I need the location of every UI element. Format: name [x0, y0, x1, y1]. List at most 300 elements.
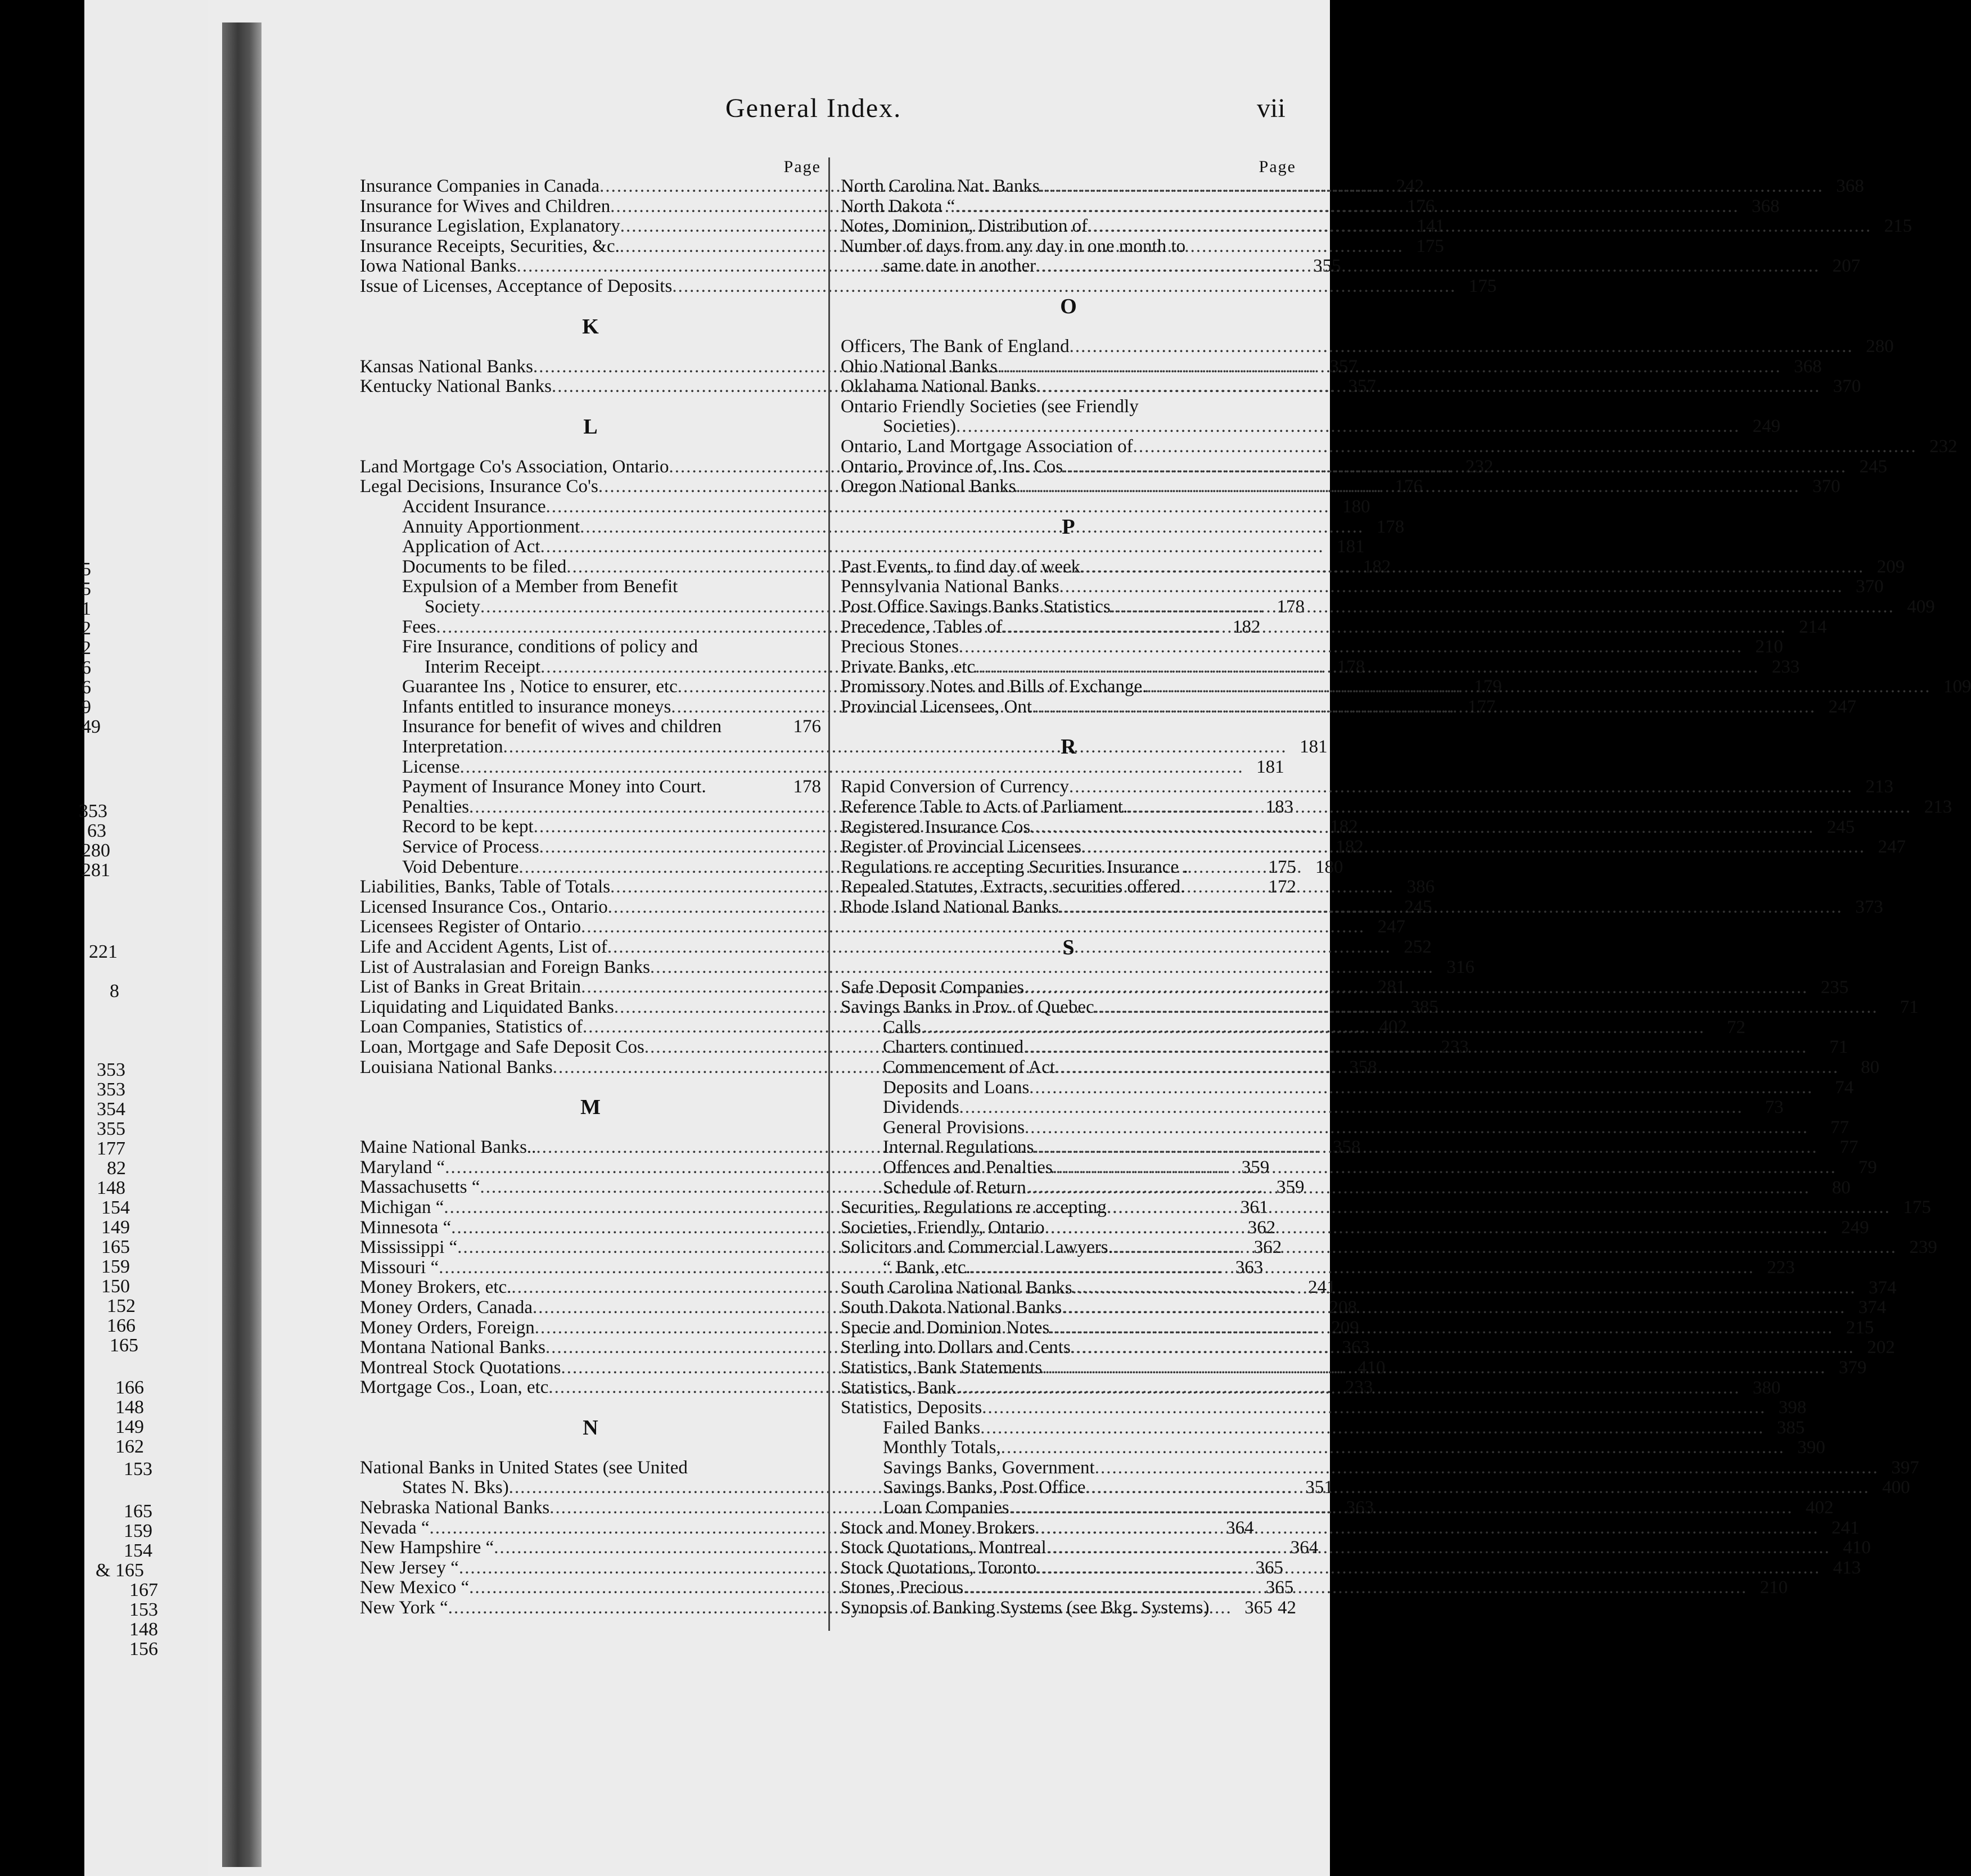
index-entry	[841, 777, 1894, 797]
page-number: 141	[1417, 216, 1445, 237]
index-entry-text: Society	[425, 596, 480, 617]
page-number: 77	[1830, 1117, 1850, 1138]
page-number: 209	[1331, 1317, 1359, 1338]
page-number: 181	[1300, 737, 1328, 757]
index-entry-text: Statistics, Bank	[841, 1377, 957, 1398]
index-entry-text: Land Mortgage Co's Association, Ontario	[360, 456, 669, 477]
page-number: 361	[1240, 1197, 1269, 1217]
index-entry-text: New Hampshire “	[360, 1537, 494, 1558]
index-entry-text: Number of days from any day in one month to	[841, 236, 1186, 256]
page-number: 80	[1832, 1177, 1851, 1198]
page-number: 390	[1797, 1437, 1825, 1458]
dot-leader	[1009, 1498, 1793, 1518]
page-number: 362	[1247, 1217, 1276, 1238]
index-entry-text: Loan Companies	[883, 1498, 1009, 1518]
page-number: 180	[1315, 856, 1343, 877]
page-number: 402	[1806, 1498, 1834, 1518]
facing-page-number: 2	[82, 638, 91, 659]
index-entry	[841, 1177, 1851, 1198]
page-number: 362	[1253, 1237, 1282, 1258]
index-entry	[841, 797, 1952, 818]
page-number: 364	[1290, 1537, 1319, 1558]
index-entry	[360, 536, 1365, 557]
page-number: 208	[1329, 1297, 1357, 1318]
page-number: 245	[1404, 896, 1432, 917]
dot-leader	[1036, 1558, 1820, 1579]
index-entry	[841, 1577, 1788, 1598]
dot-leader	[1029, 1078, 1813, 1098]
facing-page-number: 354	[97, 1099, 125, 1120]
index-entry-text: Dividends	[883, 1097, 959, 1118]
index-entry	[841, 1117, 1850, 1138]
facing-page-number: 149	[101, 1217, 130, 1238]
page-number: 386	[1406, 877, 1435, 898]
index-entry-text: Safe Deposit Companies	[841, 977, 1025, 998]
page-number: 363	[1342, 1337, 1370, 1358]
dot-leader	[1113, 1238, 1897, 1258]
dot-leader	[1042, 1358, 1826, 1378]
index-entry-text: Synopsis of Banking Systems (see Bkg. Systems)	[841, 1598, 1210, 1618]
facing-page-number: 165	[110, 1335, 138, 1356]
dot-leader	[1003, 617, 1787, 638]
index-entry-text: Money Orders, Canada	[360, 1297, 533, 1318]
dot-leader	[956, 417, 1740, 437]
page-number: 178	[1277, 596, 1305, 617]
page-number: 249	[1752, 416, 1781, 437]
index-entry-text: Calls	[883, 1017, 921, 1038]
index-entry-text: Repealed Statutes, Extracts, securities offered.	[841, 877, 1185, 898]
page-number: 413	[1833, 1557, 1861, 1578]
page-number: 373	[1855, 897, 1883, 918]
facing-page-number: 153	[124, 1459, 152, 1480]
dot-leader	[1147, 677, 1931, 697]
index-entry-text: Stock Quotations, Toronto	[841, 1557, 1037, 1578]
index-entry-text: Louisiana National Banks	[360, 1057, 553, 1077]
index-entry	[360, 917, 1406, 937]
section-letter: M	[580, 1095, 601, 1120]
facing-page-number: 353	[97, 1059, 125, 1080]
index-entry-text: Iowa National Banks	[360, 256, 517, 277]
index-entry-text: Solicitors and Commercial Lawyers.	[841, 1237, 1113, 1258]
page-number: 213	[1865, 777, 1894, 797]
index-entry	[841, 416, 1781, 437]
index-entry-text: Ontario, Land Mortgage Association of	[841, 436, 1133, 457]
dot-leader	[1071, 1338, 1855, 1358]
page-number: 357	[1329, 356, 1357, 377]
dot-leader	[956, 1378, 1740, 1399]
page-number: 239	[1909, 1237, 1937, 1258]
index-entry-text: Licensed Insurance Cos., Ontario	[360, 896, 608, 917]
facing-page-number: 1	[82, 598, 91, 619]
index-entry-text: Annuity Apportionment	[402, 516, 580, 537]
index-entry-text: Missouri “	[360, 1257, 439, 1278]
index-entry-text: Void Debenture	[402, 856, 519, 877]
page-number: 316	[1446, 957, 1475, 977]
page-number: 176	[1406, 196, 1435, 217]
dot-leader	[1049, 1318, 1833, 1338]
dot-leader	[1016, 477, 1800, 497]
index-entry-text: Offences and Penalties	[883, 1157, 1053, 1178]
page-number: 175	[1416, 236, 1444, 256]
page-number: 178	[793, 777, 821, 797]
page-column-label: Page	[783, 157, 821, 176]
facing-page-number: 177	[97, 1138, 125, 1159]
dot-leader	[1063, 457, 1847, 477]
index-entry-text: List of Australasian and Foreign Banks	[360, 957, 651, 977]
facing-page-number: 162	[115, 1436, 144, 1457]
index-entry-text: Promissory Notes and Bills of Exchange.	[841, 677, 1147, 697]
page-number: 207	[1832, 256, 1861, 277]
page-number: 215	[1846, 1317, 1874, 1338]
page-number: 109	[1943, 677, 1971, 697]
page-number: 182	[1363, 556, 1391, 577]
page-number: 172	[1268, 877, 1296, 898]
index-entry-text: same date in another	[883, 256, 1036, 277]
page-number: 223	[1767, 1257, 1795, 1278]
index-entry-text: Internal Regulations	[883, 1137, 1034, 1158]
page-number: 365	[1255, 1557, 1283, 1578]
page-number: 182	[1233, 616, 1261, 637]
index-entry-text: Stock Quotations, Montreal	[841, 1537, 1047, 1558]
page-number: 80	[1861, 1057, 1880, 1077]
page-number: 368	[1794, 356, 1822, 377]
page-number: 281	[1377, 977, 1406, 998]
page-number: 178	[1376, 516, 1405, 537]
index-entry	[360, 937, 1432, 958]
facing-page-number: 49	[82, 716, 101, 737]
index-entry-text: Insurance Receipts, Securities, &c.	[360, 236, 620, 256]
page-number: 400	[1882, 1477, 1910, 1498]
index-entry	[841, 1097, 1784, 1118]
index-entry-text: Regulations re accepting Securities Insurance .	[841, 856, 1188, 877]
index-entry	[841, 1237, 1937, 1258]
page-number: 176	[793, 716, 821, 737]
index-entry-text: Mortgage Cos., Loan, etc	[360, 1377, 549, 1398]
index-entry-text: General Provisions	[883, 1117, 1025, 1138]
facing-page-number: 5	[82, 559, 91, 580]
page-column-label: Page	[1259, 157, 1296, 176]
page-number: 245	[1859, 456, 1888, 477]
page-number: 74	[1835, 1077, 1854, 1098]
dot-leader	[1053, 1158, 1837, 1178]
index-entry	[360, 717, 821, 737]
index-entry-text: Statistics, Bank Statements	[841, 1357, 1043, 1378]
index-entry-text: Pennsylvania National Banks	[841, 576, 1059, 597]
page-number: 214	[1799, 616, 1827, 637]
dot-leader	[1107, 1198, 1891, 1218]
index-entry	[360, 756, 1284, 778]
page-number: 370	[1833, 376, 1861, 397]
page-number: 385	[1776, 1417, 1805, 1438]
facing-page-number: 166	[107, 1315, 136, 1336]
index-entry	[360, 276, 1497, 297]
page-number: 365	[1244, 1598, 1273, 1618]
index-entry-text: Reference Table to Acts of Parliament.	[841, 797, 1128, 818]
page-number: 374	[1858, 1297, 1887, 1318]
index-entry-text: Stones, Precious	[841, 1577, 964, 1598]
facing-page-number: 165	[124, 1501, 152, 1522]
page-number: 71	[1829, 1037, 1848, 1058]
page-number: 233	[1345, 1377, 1373, 1398]
index-entry-text: Life and Accident Agents, List of	[360, 937, 607, 957]
index-entry	[360, 777, 821, 797]
dot-leader	[959, 637, 1743, 657]
section-letter: L	[583, 414, 598, 439]
page-number: 42	[1278, 1598, 1296, 1618]
index-entry-text: Insurance for benefit of wives and children	[402, 716, 722, 737]
page-number: 233	[1441, 1036, 1469, 1057]
page-number: 398	[1778, 1397, 1807, 1418]
page-number: 410	[1843, 1537, 1871, 1558]
dot-leader	[971, 1258, 1754, 1278]
index-entry	[841, 1457, 1919, 1478]
dot-leader	[1025, 1118, 1808, 1138]
index-entry-text: Commencement of Act	[883, 1057, 1056, 1077]
dot-leader	[1080, 557, 1864, 578]
index-entry-text: Money Brokers, etc.	[360, 1277, 512, 1298]
facing-page-number: 2	[82, 618, 91, 639]
index-entry-text: New York “	[360, 1598, 448, 1618]
dot-leader	[1034, 1138, 1818, 1158]
facing-page-number: 167	[129, 1580, 158, 1600]
dot-leader	[1127, 797, 1911, 818]
page-number: 374	[1869, 1277, 1897, 1298]
running-head: General Index.	[725, 93, 902, 123]
index-entry-text: License	[402, 756, 460, 777]
index-entry	[360, 737, 1328, 757]
dot-leader	[1095, 1458, 1879, 1478]
index-entry-text: Oklahama National Banks	[841, 376, 1037, 397]
dot-leader	[1059, 898, 1843, 918]
index-entry-text: Savings Banks in Prov. of Quebec	[841, 997, 1094, 1018]
index-entry-text: Ontario, Province of, Ins. Cos	[841, 456, 1063, 477]
page-number: 247	[1828, 696, 1856, 717]
page-number: 359	[1241, 1157, 1270, 1178]
facing-page-number: 159	[101, 1256, 130, 1277]
page-number: 241	[1307, 1277, 1336, 1298]
section-letter: R	[1061, 735, 1076, 759]
index-entry-text: Precious Stones	[841, 637, 959, 657]
index-entry-text: Loan Companies, Statistics of	[360, 1017, 583, 1038]
dot-leader	[1111, 597, 1895, 617]
dot-leader	[1059, 577, 1843, 597]
facing-page-number: 150	[101, 1276, 130, 1297]
facing-page-number: 159	[124, 1521, 152, 1541]
index-entry-text: Register of Provincial Licensees	[841, 837, 1081, 858]
facing-page-number: 8	[110, 981, 119, 1002]
dot-leader	[1030, 818, 1814, 838]
index-entry-text: Past Events, to find day of week	[841, 556, 1081, 577]
dot-leader	[982, 1398, 1766, 1418]
index-entry-text: Maine National Banks..	[360, 1137, 536, 1158]
dot-leader	[1035, 1518, 1819, 1539]
dot-leader	[1185, 877, 1256, 898]
page-number: 402	[1379, 1017, 1407, 1038]
index-entry	[841, 596, 1935, 617]
page-number: 363	[1346, 1498, 1374, 1518]
index-entry-text: Savings Banks, Government	[883, 1457, 1095, 1478]
facing-page-number: 6	[82, 657, 91, 678]
section-letter: N	[583, 1415, 598, 1440]
index-entry-text: States N. Bks)	[402, 1477, 509, 1498]
dot-leader	[1032, 697, 1816, 718]
index-entry-text: Statistics, Deposits	[841, 1397, 982, 1418]
page-number: 175	[1268, 856, 1296, 877]
dot-leader	[959, 1098, 1743, 1118]
facing-page-number: 63	[87, 820, 106, 841]
dot-leader	[1024, 978, 1808, 998]
index-entry-text: Montana National Banks	[360, 1337, 545, 1358]
index-entry-text: Expulsion of a Member from Benefit	[402, 576, 678, 597]
page-number: 77	[1839, 1137, 1859, 1158]
index-entry-text: “ Bank, etc.	[883, 1257, 971, 1278]
page-number: 210	[1760, 1577, 1788, 1598]
facing-page-number: 281	[82, 860, 110, 881]
page-number: 249	[1841, 1217, 1869, 1238]
page-number: 357	[1348, 376, 1376, 397]
index-entry	[841, 1157, 1877, 1178]
index-entry-text: Massachusetts “	[360, 1177, 480, 1198]
index-entry	[841, 1257, 1795, 1278]
page-number: 233	[1771, 656, 1800, 677]
facing-page-number: 148	[129, 1619, 158, 1640]
page-number: 175	[1903, 1197, 1931, 1218]
index-entry-text: Private Banks, etc	[841, 656, 976, 677]
page-number: 210	[1755, 637, 1783, 657]
index-entry-text: North Dakota “	[841, 196, 955, 217]
section-letter: O	[1060, 294, 1077, 318]
page-number: 182	[1330, 817, 1358, 837]
dot-leader	[1086, 1478, 1870, 1498]
facing-page-edge	[79, 0, 208, 1876]
facing-page-number: 6	[82, 677, 91, 698]
index-entry	[841, 336, 1894, 357]
page-number: 241	[1832, 1517, 1860, 1538]
facing-page-number: 156	[129, 1639, 158, 1659]
index-entry-text: Securities, Regulations re accepting	[841, 1197, 1107, 1218]
index-entry-text: Savings Banks, Post Office	[883, 1477, 1086, 1498]
facing-page-number: 353	[97, 1079, 125, 1100]
page-number: 178	[1337, 656, 1365, 677]
page-number: 242	[1396, 176, 1424, 196]
index-entry-text: Liabilities, Banks, Table of Totals	[360, 877, 611, 898]
page-number: 397	[1891, 1457, 1919, 1478]
index-entry	[841, 1437, 1825, 1458]
section-letter: S	[1062, 935, 1075, 959]
index-entry-text: Officers, The Bank of England	[841, 336, 1070, 357]
dot-leader	[1062, 1298, 1846, 1318]
dot-leader	[1036, 256, 1820, 277]
index-entry	[841, 1517, 1860, 1539]
index-entry-text: Failed Banks	[883, 1417, 981, 1438]
index-entry-text: New Mexico “	[360, 1577, 470, 1598]
index-entry	[841, 436, 1958, 457]
index-entry	[841, 1557, 1861, 1579]
index-entry-text: North Carolina Nat. Banks	[841, 176, 1040, 196]
dot-leader	[963, 1578, 1747, 1598]
facing-page-number: 355	[97, 1119, 125, 1139]
page-number: 202	[1867, 1337, 1895, 1358]
facing-page-number: 154	[124, 1540, 152, 1561]
page-number: 79	[1858, 1157, 1877, 1178]
index-entry-text: Record to be kept	[402, 817, 534, 837]
page-number: 72	[1726, 1017, 1746, 1038]
index-entry-text: Loan, Mortgage and Safe Deposit Cos	[360, 1036, 644, 1057]
index-entry-text: Schedule of Return	[883, 1177, 1026, 1198]
facing-page-number: 149	[115, 1417, 144, 1437]
index-entry-text: Payment of Insurance Money into Court.	[402, 777, 706, 797]
facing-page-numbers	[79, 0, 163, 1876]
index-entry-text: Provincial Licensees, Ont	[841, 696, 1032, 717]
facing-page-number: 5	[82, 579, 91, 599]
page-number: 280	[1866, 336, 1894, 357]
index-entry	[841, 576, 1884, 597]
index-entry-text: Documents to be filed	[402, 556, 567, 577]
page-number: 368	[1836, 176, 1864, 196]
index-entry-text: Specie and Dominion Notes	[841, 1317, 1050, 1338]
index-entry-text: Infants entitled to insurance moneys	[402, 696, 671, 717]
facing-page-number: 280	[82, 840, 110, 861]
dot-leader	[1133, 437, 1917, 457]
index-entry-text: Kansas National Banks	[360, 356, 533, 377]
index-entry-text: Deposits and Loans	[883, 1077, 1030, 1098]
page-number: 252	[1404, 937, 1432, 957]
index-entry-text: Registered Insurance Cos	[841, 817, 1031, 837]
index-entry-text: Societies, Friendly, Ontario	[841, 1217, 1045, 1238]
page-number: 179	[1474, 677, 1502, 697]
index-entry	[841, 1197, 1931, 1218]
facing-page-number: 152	[107, 1296, 136, 1316]
index-entry-text: Sterling into Dollars and Cents	[841, 1337, 1071, 1358]
index-entry-text: Insurance Legislation, Explanatory	[360, 216, 620, 237]
index-entry-text: Issue of Licenses, Acceptance of Deposits	[360, 276, 673, 296]
section-letter: P	[1062, 515, 1075, 539]
dot-leader	[1081, 837, 1865, 858]
page-number: 379	[1838, 1357, 1867, 1378]
index-entry-text: Application of Act	[402, 536, 540, 557]
page-folio: vii	[1257, 93, 1286, 123]
index-entry-text: Interim Receipt	[425, 656, 541, 677]
book-gutter-shadow	[222, 22, 261, 1867]
index-entry-text: Montreal Stock Quotations	[360, 1357, 561, 1378]
index-entry	[841, 1077, 1854, 1098]
index-entry-text: Insurance Companies in Canada	[360, 176, 600, 196]
page-number: 359	[1277, 1177, 1305, 1198]
index-entry	[841, 1417, 1805, 1438]
index-entry-text: Post Office Savings Banks Statistics	[841, 596, 1111, 617]
facing-page-number: 165	[101, 1237, 130, 1257]
page-number: 247	[1377, 917, 1406, 937]
dot-leader	[955, 197, 1739, 217]
page-number: 245	[1826, 817, 1855, 837]
index-entry-text: Kentucky National Banks	[360, 376, 552, 397]
page-number: 176	[1395, 476, 1423, 497]
page-number: 181	[1337, 536, 1365, 557]
dot-leader	[1070, 337, 1853, 357]
dot-leader	[1045, 1218, 1829, 1238]
page-number: 177	[1467, 696, 1496, 717]
index-entry-text: Fire Insurance, conditions of policy and	[402, 637, 698, 657]
index-entry-text: Interpretation	[402, 737, 503, 757]
index-entry-text: Liquidating and Liquidated Banks	[360, 996, 614, 1017]
page-number: 365	[1265, 1577, 1294, 1598]
page-number: 410	[1357, 1357, 1386, 1378]
dot-leader	[1069, 777, 1853, 797]
dot-leader	[1094, 998, 1878, 1018]
facing-page-number: 82	[107, 1158, 126, 1179]
page-number: 235	[1820, 977, 1849, 998]
page-number: 355	[1313, 256, 1341, 277]
